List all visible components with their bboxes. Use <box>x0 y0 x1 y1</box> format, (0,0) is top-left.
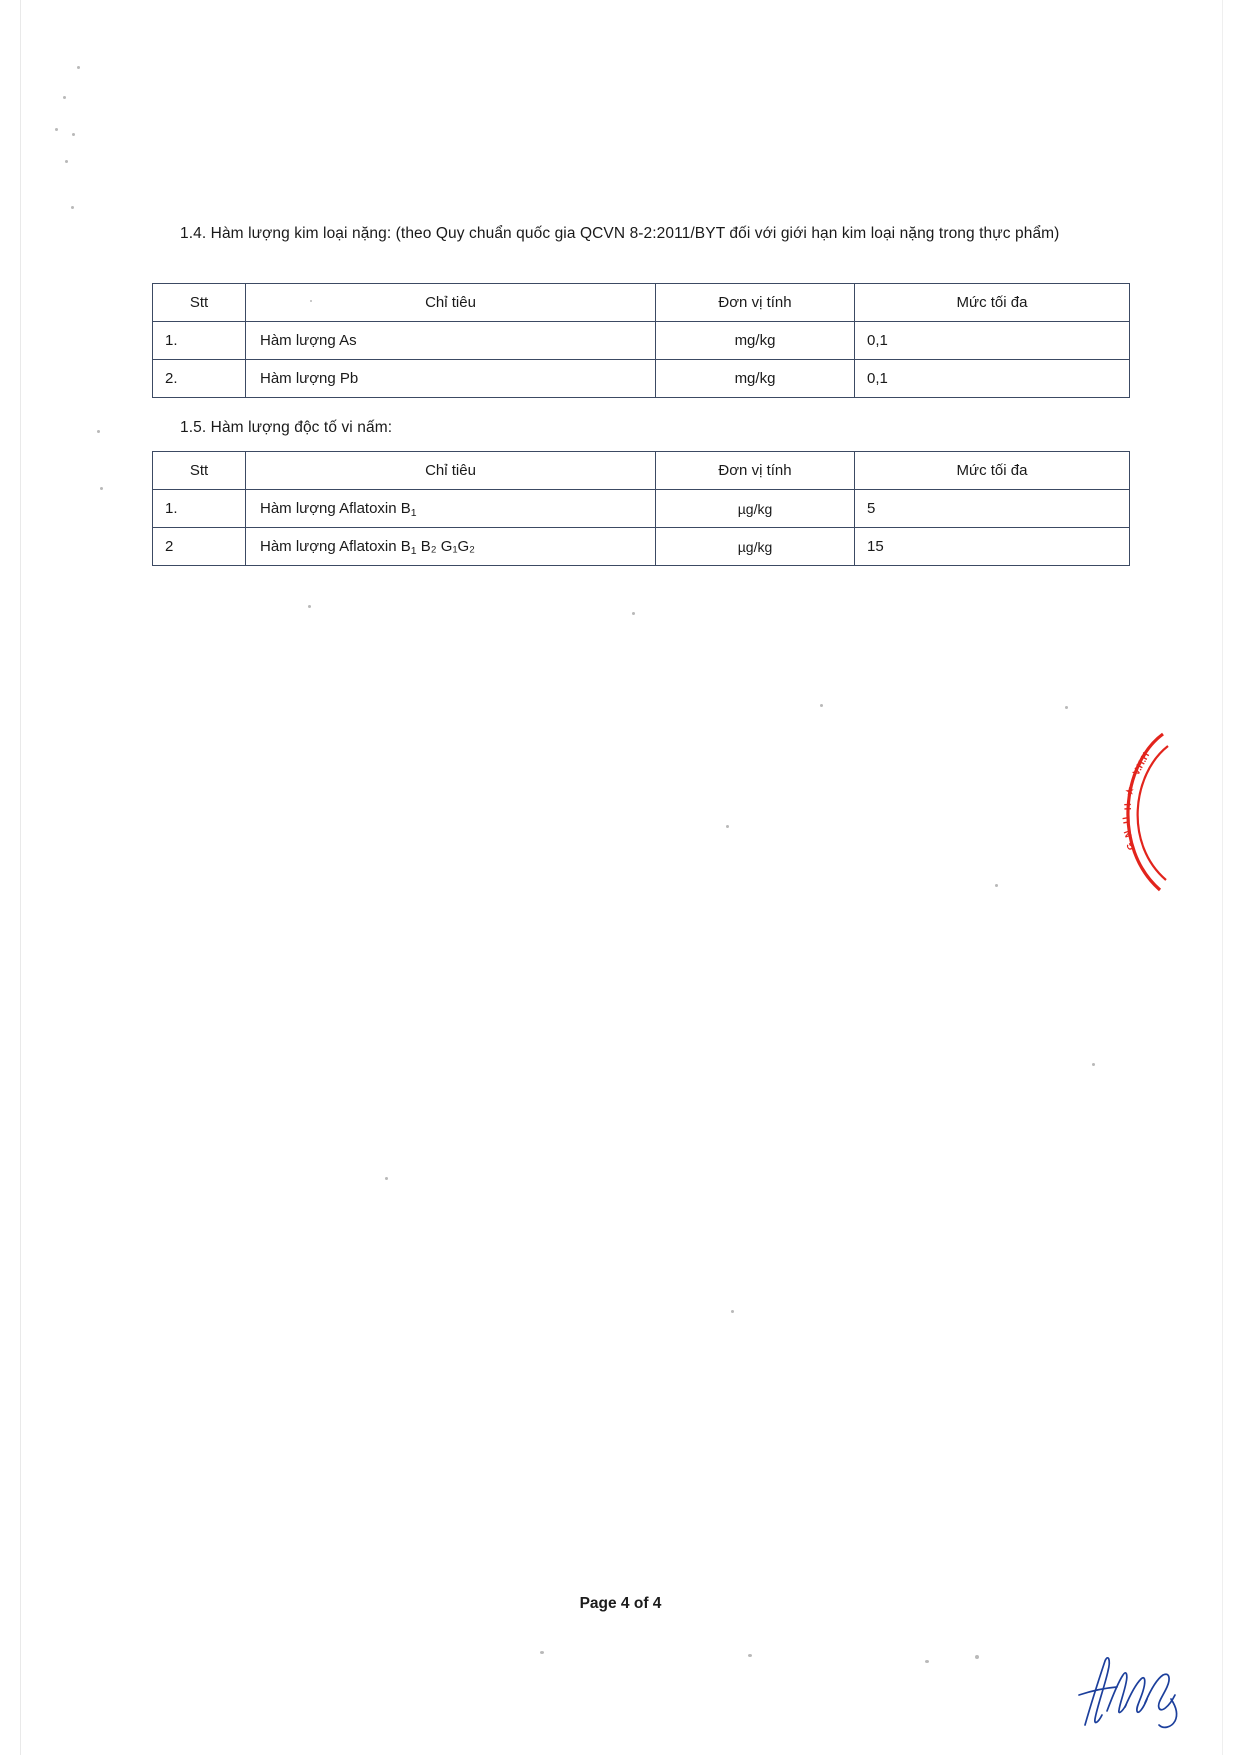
table-row <box>153 490 1130 528</box>
cell-max: 15 <box>855 528 1130 566</box>
heavy-metals-table <box>152 283 1130 398</box>
scan-speck <box>77 66 80 69</box>
scan-edge-left <box>20 0 21 1755</box>
cell-indicator-suffix: B₂ G₁G₂ <box>416 538 476 555</box>
scan-speck <box>632 612 635 615</box>
table-row <box>153 322 1130 360</box>
column-header-indicator: Chỉ tiêu <box>246 284 656 322</box>
mycotoxins-table <box>152 451 1130 566</box>
svg-text:H: H <box>1122 803 1134 811</box>
cell-indicator <box>246 490 656 528</box>
svg-text:★: ★ <box>1124 786 1137 797</box>
cell-stt: 1. <box>153 490 246 528</box>
cell-indicator-text: Hàm lượng Aflatoxin B <box>260 500 411 517</box>
scan-speck <box>995 884 998 887</box>
scan-speck <box>1092 1063 1095 1066</box>
section-heading-1-4: 1.4. Hàm lượng kim loại nặng: (theo Quy chuẩn quốc gia QCVN 8-2:2011/BYT đối với giới hạn kim loại nặng trong thực phẩm) <box>180 224 1060 242</box>
scan-speck <box>97 430 100 433</box>
svg-text:V.H.H: V.H.H <box>1130 750 1153 778</box>
scan-speck <box>1065 706 1068 709</box>
scan-speck <box>540 1651 544 1654</box>
cell-indicator: Hàm lượng Pb <box>246 360 656 398</box>
scan-speck <box>726 825 729 828</box>
cell-stt: 2 <box>153 528 246 566</box>
official-stamp <box>1108 730 1170 895</box>
cell-indicator: Hàm lượng As <box>246 322 656 360</box>
scan-speck <box>100 487 103 490</box>
column-header-max: Mức tối đa <box>855 284 1130 322</box>
cell-unit: µg/kg <box>656 490 855 528</box>
scan-speck <box>731 1310 734 1313</box>
scan-speck <box>975 1655 979 1659</box>
cell-max: 0,1 <box>855 322 1130 360</box>
column-header-max: Mức tối đa <box>855 452 1130 490</box>
svg-text:N: N <box>1122 828 1135 839</box>
scan-speck <box>65 160 68 163</box>
column-header-unit: Đơn vị tính <box>656 284 855 322</box>
scan-speck <box>72 133 75 136</box>
svg-text:G: G <box>1124 840 1138 852</box>
table-row <box>153 360 1130 398</box>
scan-speck <box>820 704 823 707</box>
cell-stt: 1. <box>153 322 246 360</box>
column-header-stt: Stt <box>153 284 246 322</box>
scan-speck <box>925 1660 929 1663</box>
page-footer: Page 4 of 4 <box>579 1595 662 1612</box>
table-row <box>153 528 1130 566</box>
scan-speck <box>748 1654 752 1657</box>
cell-unit: mg/kg <box>656 360 855 398</box>
section-heading-1-5: 1.5. Hàm lượng độc tố vi nấm: <box>180 418 393 436</box>
cell-indicator-subscript: 1 <box>410 545 417 557</box>
cell-indicator <box>246 528 656 566</box>
cell-indicator-text: Hàm lượng Aflatoxin B <box>260 538 411 555</box>
cell-indicator-subscript: 1 <box>410 507 417 519</box>
column-header-unit: Đơn vị tính <box>656 452 855 490</box>
scan-speck <box>308 605 311 608</box>
table-header-row <box>153 284 1130 322</box>
scan-speck <box>385 1177 388 1180</box>
scan-speck <box>63 96 66 99</box>
cell-unit: µg/kg <box>656 528 855 566</box>
column-header-indicator: Chỉ tiêu <box>246 452 656 490</box>
cell-stt: 2. <box>153 360 246 398</box>
scan-edge-right <box>1222 0 1223 1755</box>
scan-speck <box>71 206 74 209</box>
cell-max: 0,1 <box>855 360 1130 398</box>
handwritten-signature <box>1075 1655 1185 1740</box>
table-header-row <box>153 452 1130 490</box>
svg-text:U: U <box>1120 815 1133 825</box>
cell-max: 5 <box>855 490 1130 528</box>
cell-unit: mg/kg <box>656 322 855 360</box>
column-header-stt: Stt <box>153 452 246 490</box>
scan-speck <box>55 128 58 131</box>
